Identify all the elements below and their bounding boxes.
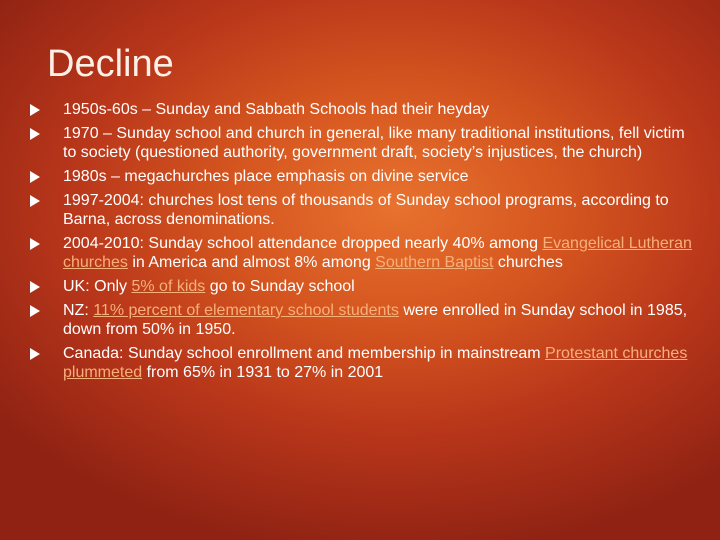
bullet-list [30,100,700,387]
bullet-item [30,124,700,162]
bullet-item [30,167,700,186]
bullet-text-segment: NZ: [63,302,94,319]
arrow-triangle-right-icon [30,238,40,250]
bullet-text-segment: go to Sunday school [205,278,355,295]
arrow-triangle-right-icon [30,171,40,183]
bullet-text-segment: 2004-2010: Sunday school attendance dropped nearly 40% among [63,235,543,252]
bullet-text-segment: 1950s-60s – Sunday and Sabbath Schools had their heyday [63,101,490,118]
arrow-triangle-right-icon [30,281,40,293]
arrow-triangle-right-icon [30,104,40,116]
bullet-text [63,191,700,229]
bullet-text [63,277,700,296]
bullet-text-segment: from 65% in 1931 to 27% in 2001 [142,364,384,381]
bullet-text-segment: 1970 – Sunday school and church in general, like many traditional institutions, fell victim to society (questioned authority, government draft, society’s injustices, the church) [63,125,685,161]
bullet-item [30,277,700,296]
bullet-text-segment: 1997-2004: churches lost tens of thousands of Sunday school programs, according to Barna, across denominations. [63,192,669,228]
bullet-item [30,234,700,272]
slide-title: Decline [47,43,174,85]
bullet-text [63,301,700,339]
arrow-triangle-right-icon [30,128,40,140]
bullet-text [63,167,700,186]
bullet-link[interactable]: Southern Baptist [375,254,494,271]
bullet-link[interactable]: Protestant churches plummeted [63,345,688,381]
arrow-triangle-right-icon [30,305,40,317]
bullet-text-segment: UK: Only [63,278,132,295]
bullet-text [63,100,700,119]
bullet-link[interactable]: 5% of kids [131,278,206,295]
bullet-link[interactable]: 11% percent of elementary school students [93,302,399,319]
bullet-text-segment: in America and almost 8% among [127,254,376,271]
bullet-text-segment: Canada: Sunday school enrollment and membership in mainstream [63,345,546,362]
bullet-text-segment: were enrolled in Sunday school in 1985, down from 50% in 1950. [63,302,688,338]
bullet-text [63,124,700,162]
bullet-link[interactable]: Evangelical Lutheran churches [63,235,692,271]
bullet-text-segment: churches [493,254,563,271]
bullet-text-segment: 1980s – megachurches place emphasis on divine service [63,168,469,185]
bullet-item [30,100,700,119]
bullet-item [30,301,700,339]
bullet-text [63,344,700,382]
bullet-item [30,344,700,382]
arrow-triangle-right-icon [30,348,40,360]
bullet-item [30,191,700,229]
bullet-text [63,234,700,272]
arrow-triangle-right-icon [30,195,40,207]
